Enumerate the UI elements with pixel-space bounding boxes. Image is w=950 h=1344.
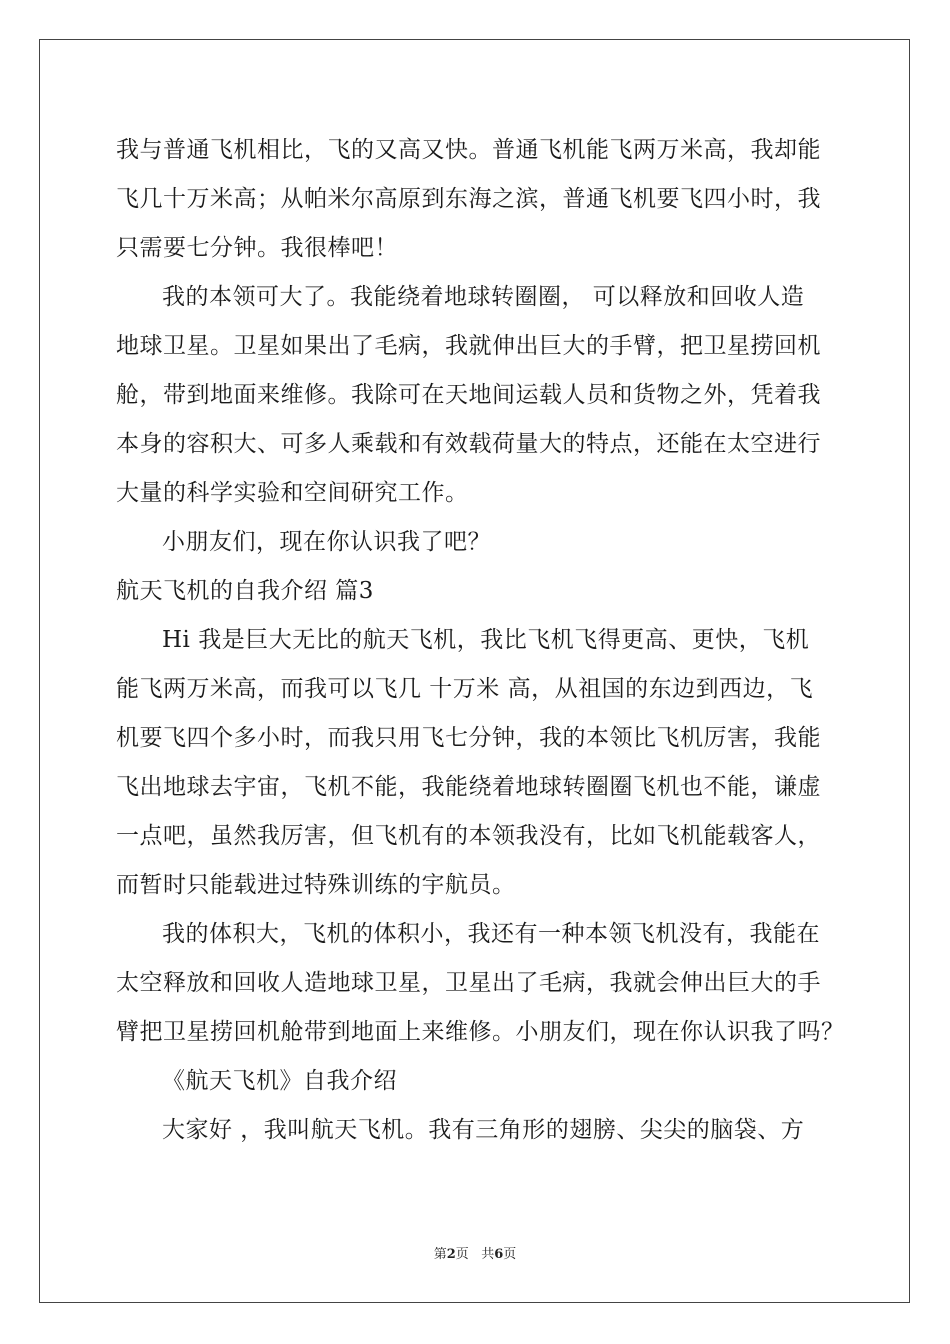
text-line: 我与普通飞机相比，飞的又高又快。普通飞机能飞两万米高，我却能: [116, 137, 821, 163]
text-line: 机要飞四个多小时，而我只用飞七分钟，我的本领比飞机厉害，我能: [116, 725, 821, 751]
text-line: 而暂时只能载进过特殊训练的宇航员。: [116, 872, 516, 898]
page-number: 2: [446, 1247, 456, 1262]
page-footer: [0, 1246, 950, 1264]
text-line: Hi 我是巨大无比的航天飞机，我比飞机飞得更高、更快，飞机: [162, 627, 810, 653]
text-line: 能飞两万米高，而我可以飞几 十万米 高，从祖国的东边到西边，飞: [116, 676, 814, 702]
text-line: 本身的容积大、可多人乘载和有效载荷量大的特点，还能在太空进行: [116, 431, 821, 457]
text-line: 小朋友们，现在你认识我了吧？: [162, 529, 491, 555]
text-line: 飞出地球去宇宙，飞机不能，我能绕着地球转圈圈飞机也不能，谦虚: [116, 774, 821, 800]
text-line: 臂把卫星捞回机舱带到地面上来维修。小朋友们，现在你认识我了吗？: [116, 1019, 845, 1045]
text-line: 我的本领可大了。我能绕着地球转圈圈， 可以释放和回收人造: [162, 284, 805, 310]
document-body: [116, 126, 845, 1155]
total-pages: 6: [494, 1247, 504, 1262]
text-line: 大家好 ，我叫航天飞机。我有三角形的翅膀、尖尖的脑袋、方: [162, 1117, 805, 1143]
text-line: 舱，带到地面来维修。我除可在天地间运载人员和货物之外，凭着我: [116, 382, 821, 408]
total-prefix: 共: [481, 1247, 495, 1262]
page-suffix: 页: [455, 1247, 469, 1262]
text-line: 地球卫星。卫星如果出了毛病，我就伸出巨大的手臂，把卫星捞回机: [116, 333, 821, 359]
text-line: 飞几十万米高；从帕米尔高原到东海之滨，普通飞机要飞四小时，我: [116, 186, 821, 212]
subsection-heading: 《航天飞机》自我介绍: [162, 1068, 397, 1094]
text-line: 一点吧，虽然我厉害，但飞机有的本领我没有，比如飞机能载客人，: [116, 823, 821, 849]
text-line: 只需要七分钟。我很棒吧！: [116, 235, 398, 261]
text-line: 太空释放和回收人造地球卫星，卫星出了毛病，我就会伸出巨大的手: [116, 970, 821, 996]
page-prefix: 第: [433, 1247, 447, 1262]
text-line: 大量的科学实验和空间研究工作。: [116, 480, 469, 506]
text-line: 我的体积大，飞机的体积小，我还有一种本领飞机没有，我能在: [162, 921, 820, 947]
total-suffix: 页: [503, 1247, 517, 1262]
section-heading: 航天飞机的自我介绍 篇3: [116, 578, 374, 604]
